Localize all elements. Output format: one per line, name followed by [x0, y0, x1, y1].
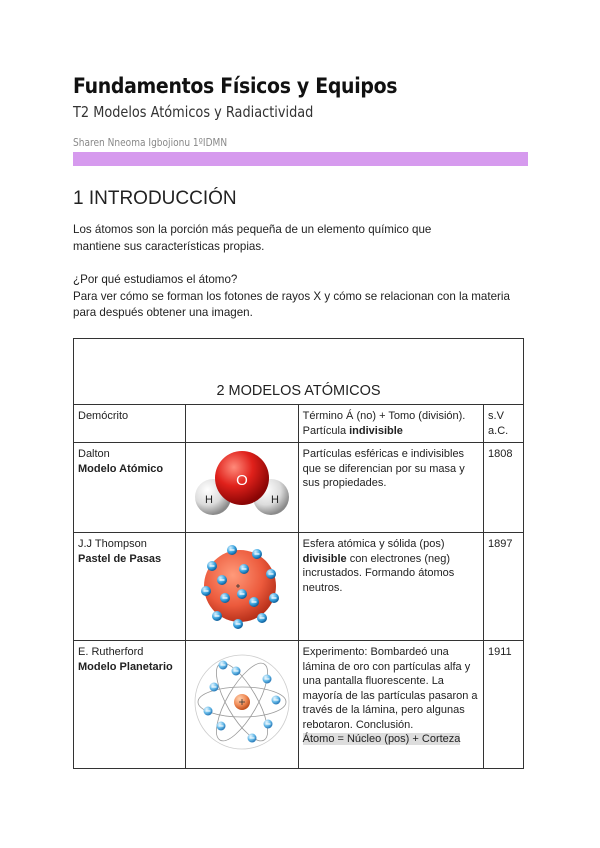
table-row: E. Rutherford Modelo Planetario Experimento: Bombardeó una lámina de oro con partículas alfa y una pantalla fluorescente. La mayoría de las partículas pasaron a través de la lámina, pero algunas rebotaron. Conclusión. Átomo = Núcleo (pos) + Corteza 1911 — [74, 641, 524, 769]
highlighted-conclusion: Átomo = Núcleo (pos) + Corteza — [302, 733, 461, 745]
planetary-model-image — [185, 641, 298, 769]
svg-text:O: O — [235, 472, 248, 490]
document-subtitle: T2 Modelos Atómicos y Radiactividad — [73, 103, 314, 121]
table-row: Dalton Modelo Atómico O H H Partículas esféricas e indivisibles que se diferencian por su masa y sus propiedades. 1808 — [74, 443, 524, 533]
atomic-models-table — [73, 338, 524, 769]
intro-paragraph: Los átomos son la porción más pequeña de un elemento químico que mantiene sus características propias. — [73, 223, 432, 253]
svg-text:H: H — [204, 494, 213, 507]
table-heading: 2 MODELOS ATÓMICOS — [74, 339, 524, 405]
document-title: Fundamentos Físicos y Equipos — [73, 74, 398, 98]
svg-text:H: H — [270, 494, 279, 507]
table-row: Demócrito Término Á (no) + Tomo (división). Partícula indivisible s.V a.C. — [74, 405, 524, 443]
author-name: Sharen Nneoma Igbojionu 1ºIDMN — [73, 137, 228, 149]
question-paragraph: ¿Por qué estudiamos el átomo? Para ver cómo se forman los fotones de rayos X y cómo se relacionan con la materia para después obtener una imagen. — [73, 273, 510, 319]
table-row: J.J Thompson Pastel de Pasas Esfera atómica y sólida (pos) divisible con electrones (neg) incrustados. Formando átomos neutros. 1897 — [74, 533, 524, 641]
water-molecule-image — [185, 443, 298, 533]
plum-pudding-image — [185, 533, 298, 641]
accent-bar — [73, 152, 528, 166]
section-heading: 1 INTRODUCCIÓN — [73, 188, 237, 209]
